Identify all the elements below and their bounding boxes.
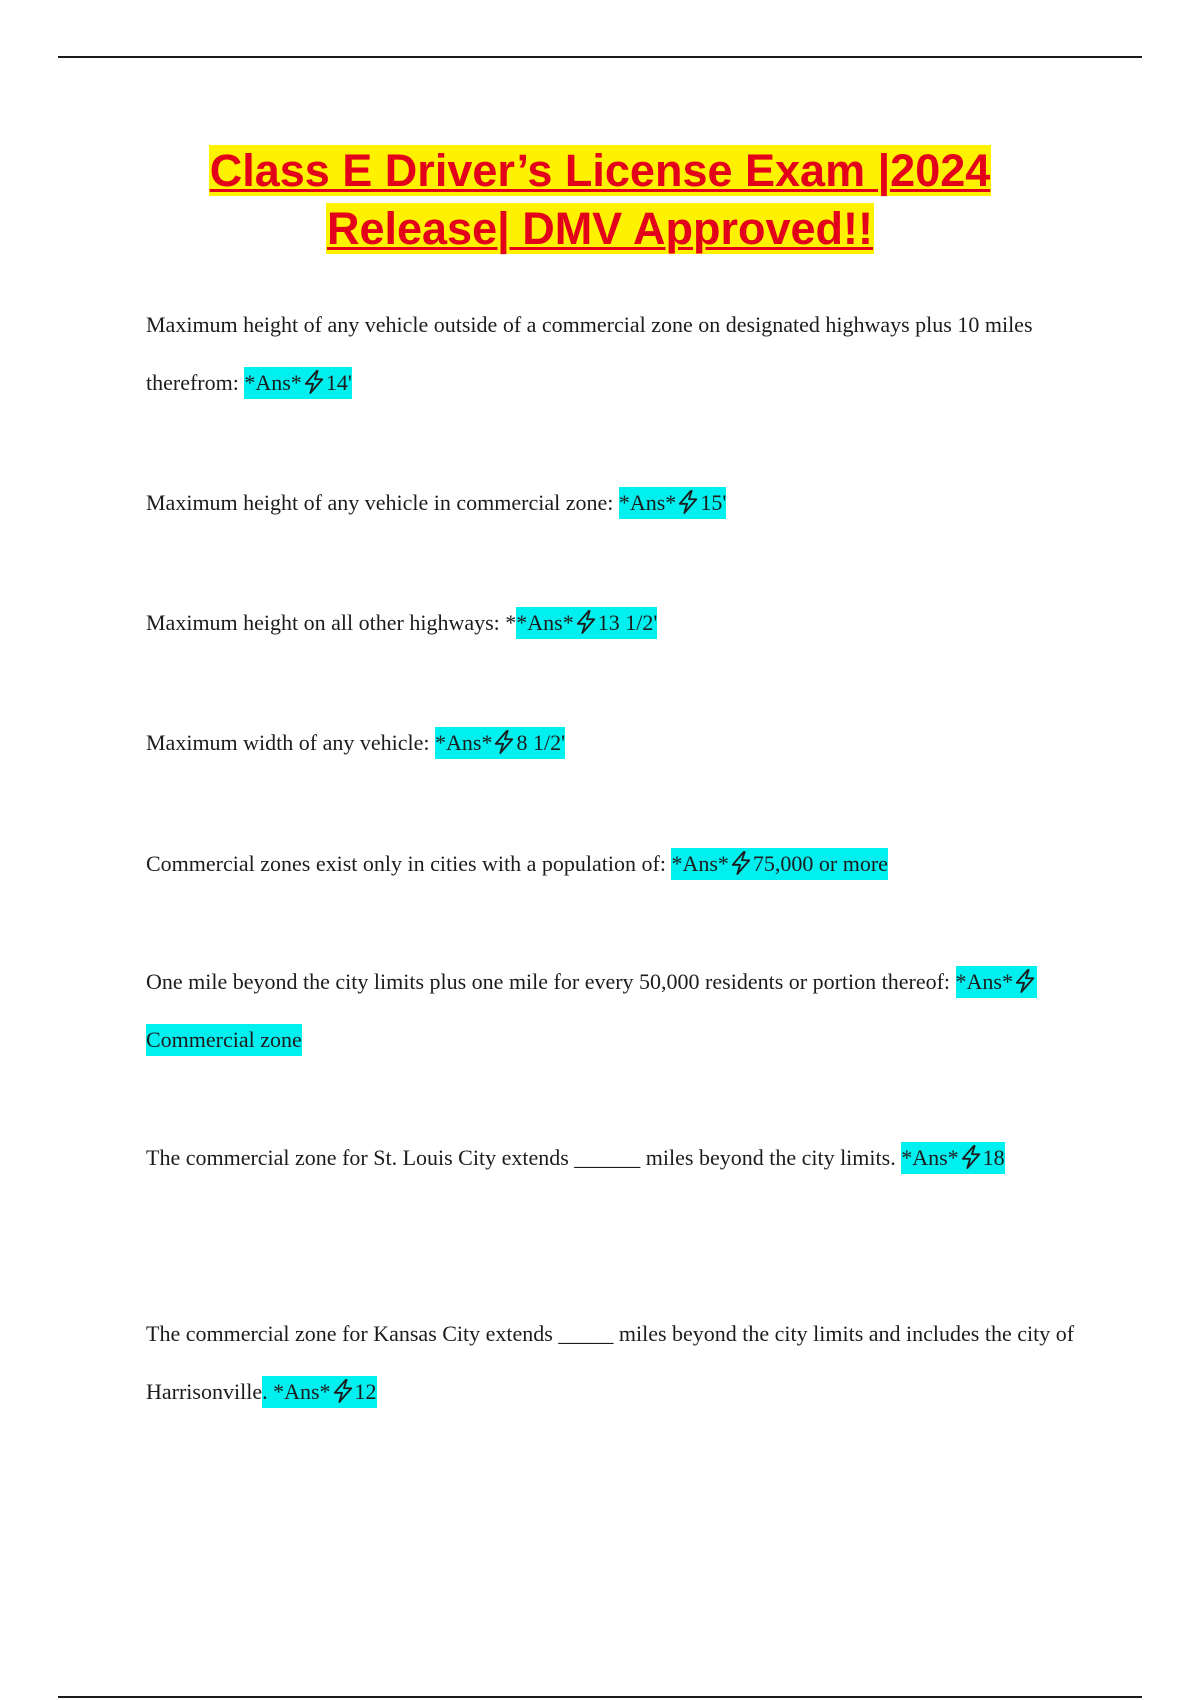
answer-highlight: [619, 487, 726, 519]
question-text: Maximum width of any vehicle:: [146, 730, 430, 755]
answer-highlight: [901, 1142, 1004, 1174]
lightning-bolt-icon: [1014, 969, 1036, 993]
answer-highlight: . *Ans* 12: [262, 1376, 376, 1408]
answer-prefix: *Ans*: [618, 490, 677, 515]
lightning-bolt-icon: [575, 610, 597, 634]
answer-value: 13 1/2': [597, 610, 658, 635]
answer-value: 18: [982, 1145, 1005, 1170]
answer-highlight: [244, 367, 351, 399]
qa-item-4: [146, 714, 1086, 772]
answer-value: Commercial zone: [146, 1027, 302, 1052]
question-text: One mile beyond the city limits plus one mile for every 50,000 residents or portion thereof:: [146, 969, 951, 994]
lightning-bolt-icon: [960, 1145, 982, 1169]
answer-prefix: *Ans*: [901, 1145, 959, 1170]
lightning-bolt-icon: [332, 1379, 354, 1403]
answer-value: 12: [354, 1379, 377, 1404]
title-line-2: Release| DMV Approved!!: [326, 203, 874, 254]
qa-item-7: [146, 1129, 1086, 1187]
lightning-bolt-icon: [730, 851, 752, 875]
question-text: Maximum height on all other highways: *: [146, 610, 517, 635]
question-text: Maximum height of any vehicle outside of a commercial zone on designated highways plus 10 miles therefrom:: [146, 312, 1033, 395]
qa-item-2: [146, 474, 1086, 532]
qa-item-1: [146, 296, 1086, 412]
question-text: Maximum height of any vehicle in commercial zone:: [146, 490, 614, 515]
answer-highlight: [435, 727, 565, 759]
lightning-bolt-icon: [493, 730, 515, 754]
answer-prefix: *Ans*: [955, 969, 1013, 994]
answer-prefix: *Ans*: [435, 730, 493, 755]
lightning-bolt-icon: [303, 370, 325, 394]
answer-highlight: [516, 607, 657, 639]
qa-item-3: [146, 594, 1086, 652]
title-line-1: Class E Driver’s License Exam |2024: [209, 145, 991, 196]
answer-highlight: [671, 848, 887, 880]
answer-prefix: *Ans*: [671, 851, 729, 876]
qa-item-6: [146, 953, 1086, 1069]
question-text: The commercial zone for St. Louis City extends ______ miles beyond the city limits.: [146, 1145, 896, 1170]
bottom-rule: [58, 1696, 1142, 1698]
answer-value: 8 1/2': [516, 730, 566, 755]
answer-prefix: *Ans*: [273, 1379, 331, 1404]
question-text: Commercial zones exist only in cities with a population of:: [146, 851, 666, 876]
lightning-bolt-icon: [677, 490, 699, 514]
qa-item-5: [146, 835, 1086, 893]
answer-prefix: *Ans*: [516, 610, 574, 635]
qa-item-8: [146, 1305, 1086, 1421]
document-title: [90, 142, 1110, 258]
answer-value: 15': [700, 490, 727, 515]
question-text: The commercial zone for Kansas City extends _____ miles beyond the city limits and includes the city of Harrisonville: [146, 1321, 1075, 1404]
answer-value: 75,000 or more: [752, 851, 888, 876]
answer-prefix: *Ans*: [244, 370, 302, 395]
answer-value: 14': [325, 370, 352, 395]
top-rule: [58, 56, 1142, 58]
